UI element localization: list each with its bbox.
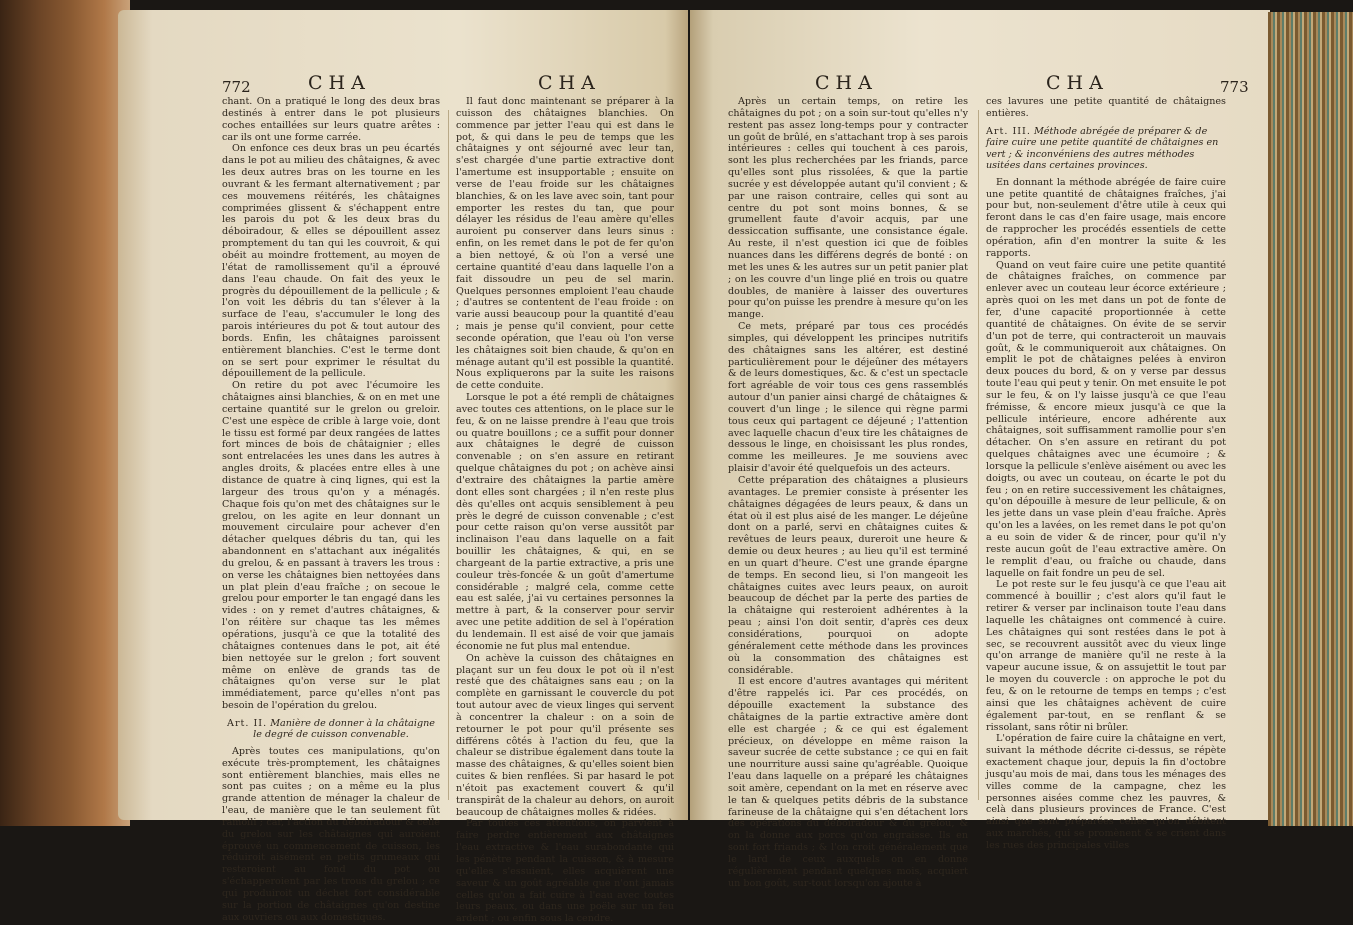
running-head-right-2: CHA [1046, 72, 1109, 94]
left-page-column-2 [456, 96, 674, 925]
article-title: Manière de donner à la châtaigne le degré de cuisson convenable. [253, 717, 435, 741]
left-page-column-1 [222, 96, 440, 924]
paragraph: On achève la cuisson des châtaignes en plaçant sur un feu doux le pot où il n'est resté que des châtaignes sans eau ; on la complète en garnissant le couvercle du pot tout autour avec de vieux linges qui servent à concentrer la chaleur : on a soin de retourner le pot pour qu'il présente ses différens côtés à l'action du feu, que la chaleur se distribue également dans toute la masse des châtaignes, & qu'elles soient bien cuites & bien renflées. Si par hasard le pot n'étoit pas exactement couvert & qu'il transpirât de la chaleur au dehors, on auroit beaucoup de châtaignes molles & ridées. [456, 652, 674, 818]
article-label: Art. III. [986, 125, 1031, 137]
section-heading-art2 [222, 718, 440, 741]
right-page-column-2 [986, 96, 1226, 852]
paragraph: On retire du pot avec l'écumoire les châtaignes ainsi blanchies, & on en met une certaine quantité sur le grelon ou greloir. C'est une espèce de crible à large voie, dont le tissu est formé par deux rangées de lattes fort minces de bois de châtaignier ; elles sont entrelacées les unes dans les autres à angles droits, & placées entre elles à une distance de quatre à cinq lignes, qui est la largeur des trous qu'on y a ménagés. Chaque fois qu'on met des châtaignes sur le grelou, on les agite en leur donnant un mouvement circulaire pour achever d'en détacher quelques débris du tan, qui les abandonnent en s'attachant aux inégalités du grelou, & en passant à travers les trous : on verse les châtaignes bien nettoyées dans un plat plein d'eau fraîche ; on secoue le grelou pour emporter le tan engagé dans les vides : on y remet d'autres châtaignes, & l'on réitère sur chaque tas les mêmes opérations, jusqu'à ce que la totalité des châtaignes contenues dans le pot, ait été bien nettoyée sur le grelon ; fort souvent même on enlève de grands tas de châtaignes qu'on verse sur le plat immédiatement, parce qu'elles n'ont pas besoin de l'opération du grelou. [222, 380, 440, 712]
paragraph: En donnant la méthode abrégée de faire cuire une petite quantité de châtaignes fraîches, j'ai pour but, non-seulement d'être utile à ceux qui feront dans le cas d'en faire usage, mais encore de rapprocher les procédés essentiels de cette opération, afin d'en montrer la suite & les rapports. [986, 176, 1226, 259]
column-divider [978, 110, 979, 800]
paragraph: L'opération de faire cuire la châtaigne en vert, suivant la méthode décrite ci-dessus, se répète exactement chaque jour, depuis la fin d'octobre jusqu'au mois de mai, dans tous les ménages des villes comme de la campagne, chez les personnes aisées comme chez les pauvres, & celà dans plusieurs provinces de France. C'est ainsi que sont préparées celles qu'on débitent aux marchés, qui se promènent & se crient dans les rues des principales villes [986, 733, 1226, 851]
paragraph: Cette préparation des châtaignes a plusieurs avantages. Le premier consiste à présenter les châtaignes dégagées de leurs peaux, & dans un état où il est plus aisé de les manger. Le déjeûne dont on a parlé, servi en châtaignes cuites & revêtues de leurs peaux, dureroit une heure & demie ou deux heures ; au lieu qu'il est terminé en un quart d'heure. C'est une grande épargne de temps. En second lieu, si l'on mangeoit les châtaignes cuites avec leurs peaux, on auroit beaucoup de déchet par la perte des parties de la châtaigne qui resteroient adhérentes à la peau ; ainsi l'on doit sentir, d'après ces deux considérations, pourquoi on adopte généralement cette méthode dans les provinces où la consommation des châtaignes est considérable. [728, 475, 968, 676]
paragraph: Il faut donc maintenant se préparer à la cuisson des châtaignes blanchies. On commence par jetter l'eau qui est dans le pot, & qui dans le peu de temps que les châtaignes y ont séjourné avec leur tan, s'est chargée d'une partie extractive dont l'amertume est insupportable ; ensuite on verse de l'eau froide sur les châtaignes blanchies, & on les lave avec soin, tant pour emporter les restes du tan, que pour délayer les résidus de l'eau amère qu'elles auroient pu conserver dans leurs sinus : enfin, on les remet dans le pot de fer qu'on a bien nettoyé, & où l'on a versé une certaine quantité d'eau dans laquelle l'on a fait dissoudre un peu de sel marin. Quelques personnes emploient l'eau chaude ; d'autres se contentent de l'eau froide : on varie aussi beaucoup pour la quantité d'eau ; mais je pense qu'il convient, pour cette seconde opération, que l'eau où l'on verse les châtaignes soit bien chaude, & qu'on en ménage autant qu'il est possible la quantité. Nous expliquerons par la suite les raisons de cette conduite. [456, 96, 674, 392]
paragraph: Quand on veut faire cuire une petite quantité de châtaignes fraîches, on commence par enlever avec un couteau leur écorce extérieure ; après quoi on les met dans un pot de fonte de fer, d'une capacité proportionnée à cette quantité de châtaignes. On évite de se servir d'un pot de terre, qui contracteroit un mauvais goût, & le communiqueroit aux châtaignes. On emplit le pot de châtaignes pelées à environ deux pouces du bord, & on y verse par dessus toute l'eau qui peut y tenir. On met ensuite le pot sur le feu, & on l'y laisse jusqu'à ce que l'eau frémisse, & encore mieux jusqu'à ce que la pellicule intérieure, encore adhérente aux châtaignes, soit suffisamment ramollie pour s'en détacher. On s'en assure en retirant du pot quelques châtaignes avec une écumoire ; & lorsque la pellicule s'enlève aisément ou avec les doigts, ou avec un couteau, on écarte le pot du feu ; on en retire successivement les châtaignes, qu'on dépouille à mesure de leur pellicule, & on les jette dans un vase plein d'eau fraîche. Après qu'on les a lavées, on les remet dans le pot qu'on a eu soin de vider & de rincer, pour qu'il n'y reste aucun goût de l'eau extractive amère. On le remplit d'eau, ou fraîche ou chaude, dans laquelle on fait fondre un peu de sel. [986, 259, 1226, 579]
paragraph: On enfonce ces deux bras un peu écartés dans le pot au milieu des châtaignes, & avec les deux autres bras on les tourne en les ouvrant & les fermant alternativement ; par ces mouvemens réitérés, les châtaignes comprimées glissent & s'échappent entre les parois du pot & les deux bras du déboiradour, & elles se dépouillent assez promptement du tan qui les couvroit, & qui obéit au moindre frottement, au moyen de l'état de ramollissement qu'il a éprouvé dans l'eau chaude. On fait des yeux le progrès du dépouillement de la pellicule ; & l'on voit les débris du tan s'élever à la surface de l'eau, s'accumuler le long des parois intérieures du pot & tout autour des bords. Enfin, les châtaignes paroissent entièrement blanchies. C'est le terme dont on se sert pour exprimer le résultat du dépouillement de la pellicule. [222, 143, 440, 380]
paragraph: Après toutes ces manipulations, qu'on exécute très-promptement, les châtaignes sont entièrement blanchies, mais elles ne sont pas cuites ; on a même eu la plus grande attention de ménager la chaleur de l'eau, de manière que le tan seulement fût ramolli ; car, l'action du déboiradour & celle du grelou sur les châtaignes qui auroient éprouvé un commencement de cuisson, les réduiroit aisément en petits grumeaux qui resteroient au fond du pot ou s'échapperoient par les trous du grelou ; ce qui produiroit un déchet fort considérable sur la portion de châtaignes qu'on destine aux ouvriers ou aux domestiques. [222, 745, 440, 923]
paragraph: Le pot reste sur le feu jusqu'à ce que l'eau ait commencé à bouillir ; c'est alors qu'il faut le retirer & verser par inclinaison toute l'eau dans laquelle les châtaignes ont commencé à cuire. Les châtaignes qui sont restées dans le pot à sec, se recouvrent aussitôt avec du vieux linge qu'on arrange de manière qu'il ne reste à la vapeur aucune issue, & on assujettit le tout par le moyen du couvercle : on approche le pot du feu, & on le retourne de temps en temps ; c'est ainsi que les châtaignes achèvent de cuire également par-tout, en se renflant & se rissolant, sans rôtir ni brûler. [986, 579, 1226, 733]
paragraph: Par toutes ces attentions, on parvient à faire perdre entièrement aux châtaignes l'eau extractive & l'eau surabondante qui les pénètre pendant la cuisson, & à mesure qu'elles s'essuient, elles acquièrent une saveur & un goût agréable que n'ont jamais celles qu'on a fait cuire à l'eau avec toutes leurs peaux, ou dans une poële sur un feu ardent ; ou enfin sous la cendre. [456, 818, 674, 925]
running-head-left-1: CHA [308, 72, 371, 94]
page-edges-right [1268, 12, 1353, 826]
left-page [118, 10, 688, 925]
right-page [690, 10, 1270, 889]
page-number-left: 772 [222, 78, 251, 96]
page-number-right: 773 [1220, 78, 1249, 96]
paragraph: Ce mets, préparé par tous ces procédés simples, qui développent les principes nutritifs des châtaignes sans les altérer, est destiné particulièrement pour le déjeûner des métayers & de leurs domestiques, &c. & c'est un spectacle fort agréable de voir tous ces gens rassemblés autour d'un panier ainsi chargé de châtaignes & couvert d'un linge ; le silence qui règne parmi tous ceux qui partagent ce déjeuné ; l'attention avec laquelle chacun d'eux tire les châtaignes de dessous le linge, en choisissant les plus rondes, comme les meilleures. Je me souviens avec plaisir d'avoir été quelquefois un des acteurs. [728, 321, 968, 475]
book-spine-left [0, 0, 130, 826]
paragraph: Après un certain temps, on retire les châtaignes du pot ; on a soin sur-tout qu'elles n'y restent pas assez long-temps pour y contracter un goût de brûlé, en s'attachant trop à ses parois intérieures : celles qui touchent à ces parois, sont les plus recherchées par les friands, parce qu'elles sont plus rissolées, & que la partie sucrée y est développée autant qu'il convient ; & par une raison contraire, celles qui sont au centre du pot sont moins bonnes, & se grumellent faute d'avoir acquis, par une dessiccation suffisante, une consistance égale. Au reste, il n'est question ici que de foibles nuances dans les différens degrés de bonté : on met les unes & les autres sur un petit panier plat ; on les couvre d'un linge plié en trois ou quatre doubles, de manière à laisser des ouvertures pour qu'on puisse les prendre à mesure qu'on les mange. [728, 96, 969, 321]
running-head-left-2: CHA [538, 72, 601, 94]
paragraph: Lorsque le pot a été rempli de châtaignes avec toutes ces attentions, on le place sur le feu, & on ne laisse prendre à l'eau que trois ou quatre bouillons ; ce a suffit pour donner aux châtaignes le degré de cuisson convenable ; on s'en assure en retirant quelque châtaignes du pot ; on achève ainsi d'extraire des châtaignes la partie amère dont elles sont chargées ; il n'en reste plus dès qu'elles ont acquis sensiblement à peu près le degré de cuisson convenable ; c'est pour cette raison qu'on verse aussitôt par inclinaison l'eau dans laquelle on a fait bouillir les châtaignes, & qui, en se chargeant de la partie extractive, a pris une couleur très-foncée & un goût d'amertume considérable ; malgré cela, comme cette eau est salée, j'ai vu certaines personnes la mettre à part, & la conserver pour servir avec une petite addition de sel à l'opération du lendemain. Il est aisé de voir que jamais économie ne fut plus mal entendue. [456, 392, 674, 652]
paragraph: Il est encore d'autres avantages qui méritent d'être rappelés ici. Par ces procédés, on dépouille exactement la substance des châtaignes de la partie extractive amère dont elle est chargée ; & ce qui est également précieux, on développe en même raison la saveur sucrée de cette substance ; ce qui en fait une nourriture aussi saine qu'agréable. Quoique l'eau dans laquelle on a préparé les châtaignes soit amère, cependant on la met en réserve avec le tan & quelques petits débris de la substance farineuse de la châtaigne qui s'en détachent lors des opérations du déboiradour & du grelou, & on la donne aux porcs qu'on engraisse. Ils en sont fort friands ; & l'on croit généralement que le lard de ceux auxquels on en donne régulièrement pendant quelques mois, acquiert un bon goût, sur-tout lorsqu'on ajoute à [728, 676, 968, 889]
section-heading-art3 [986, 126, 1226, 172]
article-title: Méthode abrégée de préparer & de faire cuire une petite quantité de châtaignes en vert ; & inconvéniens des autres méthodes usitées dans certaines provinces. [986, 125, 1219, 172]
paragraph: ces lavures une petite quantité de châtaignes entières. [986, 96, 1226, 119]
article-label: Art. II. [227, 717, 268, 729]
paragraph: chant. On a pratiqué le long des deux bras destinés à entrer dans le pot plusieurs coches entaillées sur leurs quatre arêtes : car ils ont une forme carrée. [222, 96, 440, 143]
column-divider [448, 110, 449, 800]
right-page-column-1 [728, 96, 968, 890]
running-head-right-1: CHA [815, 72, 878, 94]
